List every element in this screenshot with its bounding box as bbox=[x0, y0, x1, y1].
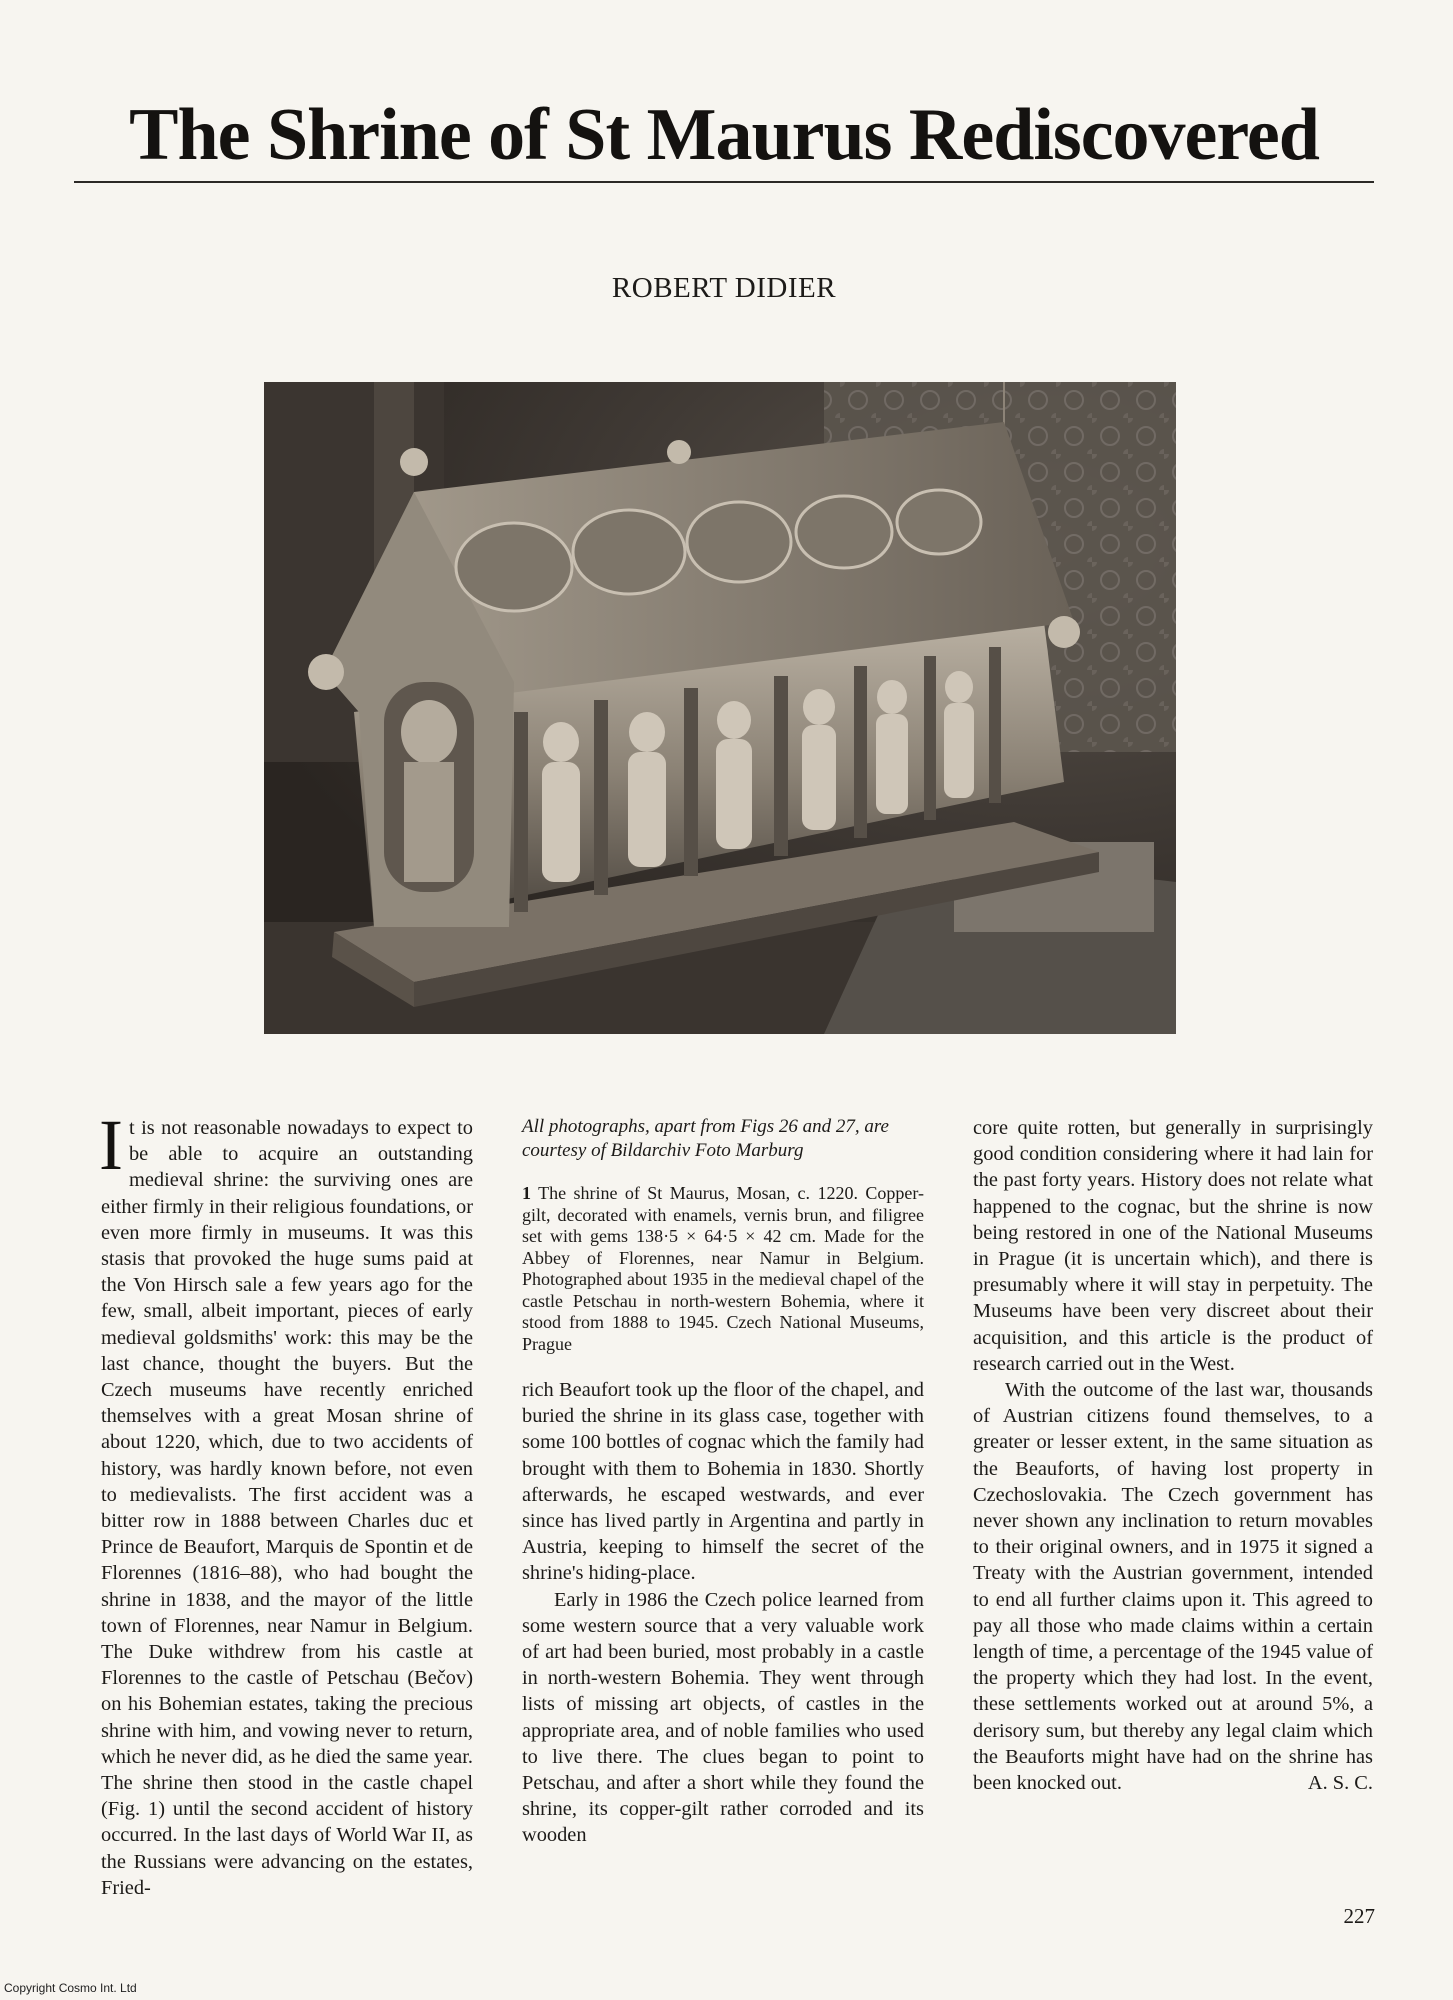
article-paragraph bbox=[99, 1105, 473, 1901]
article-column-2 bbox=[522, 1115, 924, 1849]
figure-caption-text: The shrine of St Maurus, Mosan, c. 1220. Copper-gilt, decorated with enamels, vernis brun, and filigree set with gems 138·5 × 64·5 × 42 cm. Made for the Abbey of Florennes, near Namur in Belgium. Photographed about 1935 in the medieval chapel of the castle Petschau in north-western Bohemia, where it stood from 1888 to 1945. Czech National Museums, Prague bbox=[522, 1183, 924, 1354]
article-paragraph bbox=[973, 1377, 1373, 1796]
paragraph-text: With the outcome of the last war, thousands of Austrian citizens found themselves, to a greater or lesser extent, in the same situation as the Beauforts, of having lost property in Czechoslovakia. The Czech government has never shown any inclination to return movables to their original owners, and in 1975 it signed a Treaty with the Austrian government, intended to end all further claims upon it. This agreed to pay all those who made claims within a certain length of time, a percentage of the 1945 value of the property which they had lost. In the event, these settlements worked out at around 5%, a derisory sum, but thereby any legal claim which the Beauforts might have had on the shrine has been knocked out. bbox=[973, 1379, 1373, 1795]
author-name: ROBERT DIDIER bbox=[611, 272, 837, 304]
figure-caption bbox=[522, 1183, 924, 1355]
dropcap-letter: I bbox=[99, 1105, 123, 1185]
article-title: The Shrine of St Maurus Rediscovered bbox=[129, 94, 1319, 176]
photo-credit: All photographs, apart from Figs 26 and 27, are courtesy of Bildarchiv Foto Marburg bbox=[522, 1116, 889, 1161]
title-rule bbox=[74, 181, 1374, 183]
article-paragraph: rich Beaufort took up the floor of the chapel, and buried the shrine in its glass case, together with some 100 bottles of cognac which the family had brought with them to Bohemia in 1830. Shortly afterwards, he escaped westwards, and ever since has lived partly in Argentina and partly in Austria, keeping to himself the secret of the shrine's hiding-place. bbox=[522, 1379, 924, 1585]
author-signature: A. S. C. bbox=[1307, 1772, 1373, 1795]
page-number: 227 bbox=[1343, 1904, 1375, 1928]
article-column-1 bbox=[99, 1105, 473, 1901]
figure-number: 1 bbox=[522, 1183, 531, 1203]
shrine-photograph bbox=[264, 382, 1176, 1034]
article-paragraph: Early in 1986 the Czech police learned from some western source that a very valuable work of art had been buried, most probably in a castle in north-western Bohemia. They went through lists of missing art objects, of castles in the appropriate area, and of noble families who used to live there. The clues began to point to Petschau, and after a short while they found the shrine, its copper-gilt rather corroded and its wooden bbox=[522, 1588, 924, 1847]
shrine-illustration bbox=[264, 382, 1176, 1034]
paragraph-text: t is not reasonable nowadays to expect to be able to acquire an outstanding medieval shrine: the surviving ones are either firmly in their religious foundations, or even more firmly in museums. It was this stasis that provoked the huge sums paid at the Von Hirsch sale a few years ago for the few, small, albeit important, pieces of early medieval goldsmiths' work: this may be the last chance, thought the buyers. But the Czech museums have recently enriched themselves with a great Mosan shrine of about 1220, which, due to two accidents of history, was hardly known before, not even to medievalists. The first accident was a bitter row in 1888 between Charles duc et Prince de Beaufort, Marquis de Spontin et de Florennes (1816–88), who had bought the shrine in 1838, and the mayor of the little town of Florennes, near Namur in Belgium. The Duke withdrew from his castle at Florennes to the castle of Petschau (Bečov) on his Bohemian estates, taking the precious shrine with him, and vowing never to return, which he never did, as he died the same year. The shrine then stood in the castle chapel (Fig. 1) until the second accident of history occurred. In the last days of World War II, as the Russians were advancing on the estates, Fried- bbox=[101, 1117, 473, 1899]
copyright-notice: Copyright Cosmo Int. Ltd bbox=[4, 1981, 137, 1995]
article-paragraph: core quite rotten, but generally in surprisingly good condition considering where it had lain for the past forty years. History does not relate what happened to the cognac, but the shrine is now being restored in one of the National Museums in Prague (it is uncertain which), and there is presumably where it will stay in perpetuity. The Museums have been very discreet about their acquisition, and this article is the product of research carried out in the West. bbox=[973, 1117, 1373, 1375]
article-column-3 bbox=[973, 1115, 1373, 1796]
